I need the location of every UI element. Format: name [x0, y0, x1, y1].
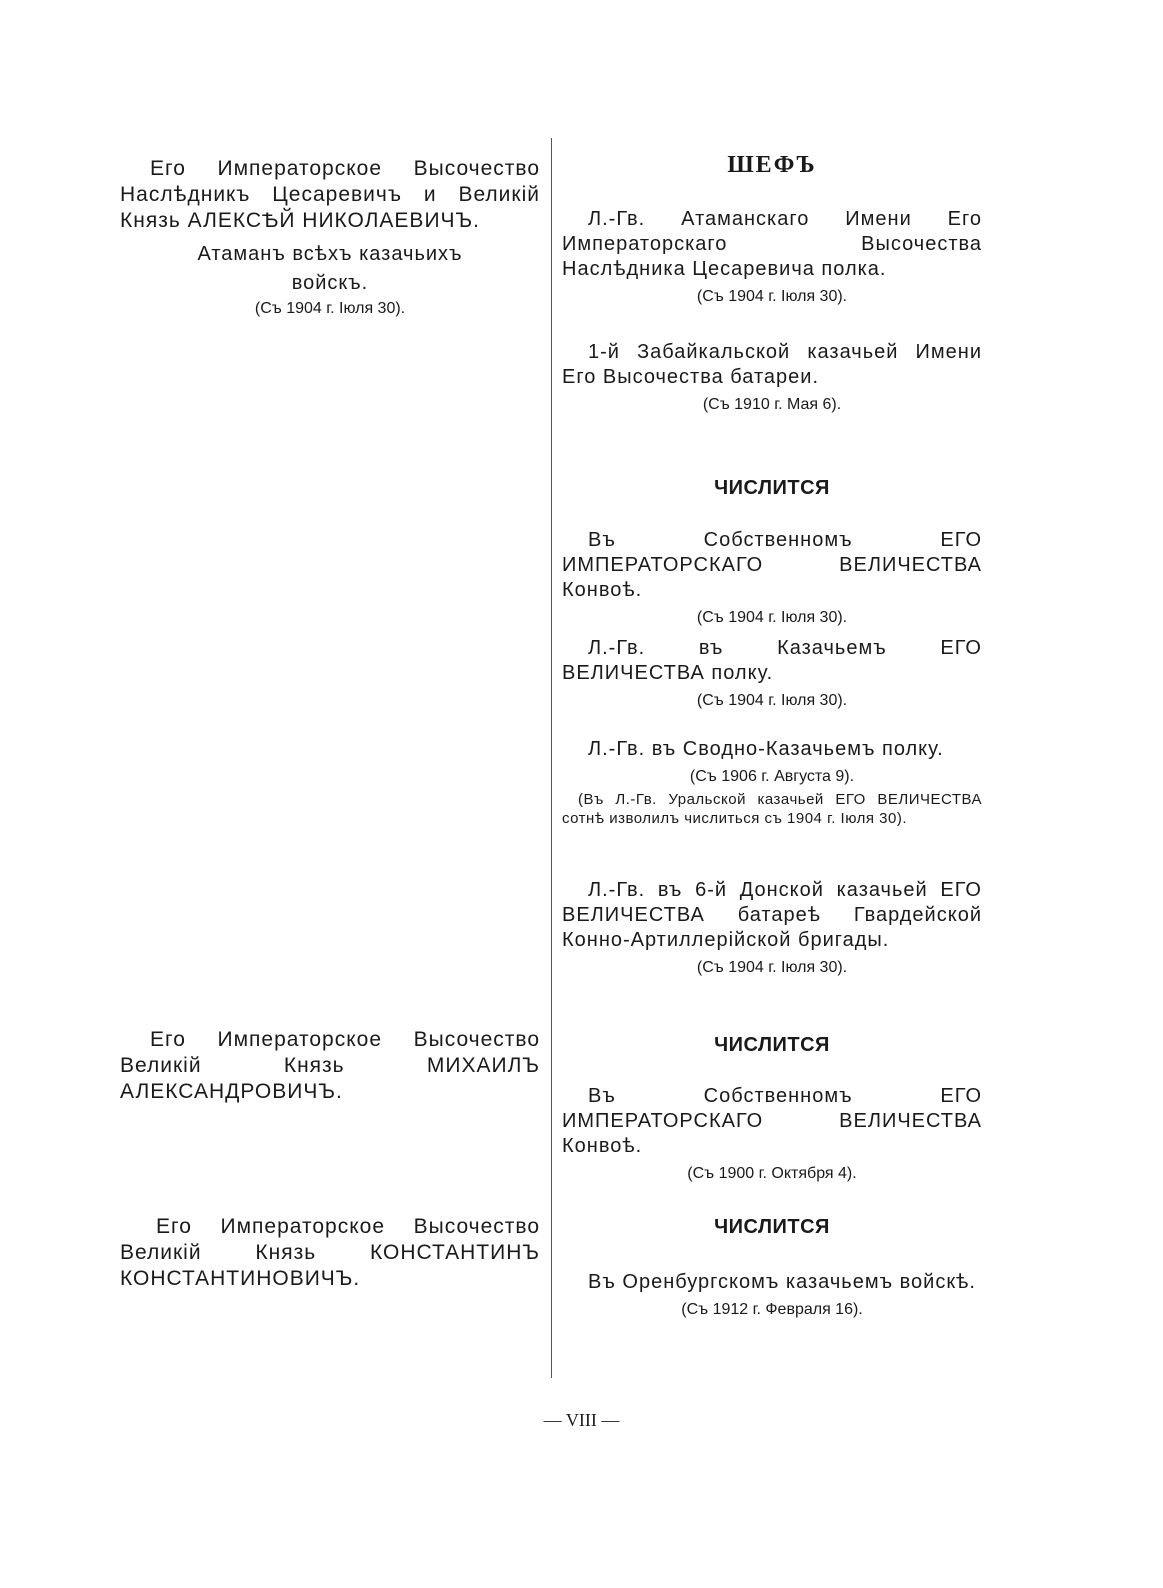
mikhail-entry [562, 1084, 982, 1185]
entry-text: Л.-Гв. въ 6-й Донской казачьей ЕГО ВЕЛИЧЕСТВА батареѣ Гвардейской Конно-Артиллерійской бригады. [562, 879, 982, 951]
shef-section [562, 152, 982, 179]
section-heading: ЧИСЛИТСЯ [714, 477, 830, 499]
section-heading: ЧИСЛИТСЯ [714, 1216, 830, 1238]
entry-text: Въ Оренбургскомъ казачьемъ войскѣ. [588, 1271, 976, 1293]
entry-date: (Съ 1904 г. Іюля 30). [696, 609, 848, 626]
entry-date: (Съ 1900 г. Октября 4). [687, 1165, 857, 1182]
entry-text: Л.-Гв. въ Сводно-Казачьемъ полку. [588, 738, 944, 760]
entry-text: 1-й Забайкальской казачьей Имени Его Высочества батареи. [562, 341, 982, 388]
person-block-mikhail [120, 1027, 540, 1105]
entry-date: (Съ 1910 г. Мая 6). [702, 396, 842, 413]
chislitsya-section [562, 477, 982, 500]
entry-date: (Съ 1904 г. Іюля 30). [696, 692, 848, 709]
person-block-konstantin [120, 1214, 540, 1292]
page-number: — VIII — [543, 1410, 620, 1430]
entry-text: Л.-Гв. въ Казачьемъ ЕГО ВЕЛИЧЕСТВА полку. [562, 637, 982, 684]
entry-note: (Въ Л.-Гв. Уральской казачьей ЕГО ВЕЛИЧЕСТВА сотнѣ изволилъ числиться съ 1904 г. Іюля 30). [562, 791, 982, 827]
column-divider [551, 138, 552, 1378]
entry-date: (Съ 1904 г. Іюля 30). [696, 288, 848, 305]
person-name: Его Императорское Высочество Великій Князь МИХАИЛЪ АЛЕКСАНДРОВИЧЪ. [120, 1028, 540, 1103]
chislitsya-entry-3 [562, 737, 982, 828]
person-name: Его Императорское Высочество Наслѣдникъ Цесаревичъ и Великій Князь АЛЕКСѢЙ НИКОЛАЕВИЧЪ. [120, 157, 540, 232]
person-name: Его Императорское Высочество Великій Князь КОНСТАНТИНЪ КОНСТАНТИНОВИЧЪ. [120, 1215, 540, 1290]
chislitsya-entry-2 [562, 636, 982, 712]
section-heading: ШЕФЪ [727, 152, 817, 178]
entry-text: Въ Собственномъ ЕГО ИМПЕРАТОРСКАГО ВЕЛИЧЕСТВА Конвоѣ. [562, 1085, 982, 1157]
entry-text: Л.-Гв. Атаманскаго Имени Его Императорскаго Высочества Наслѣдника Цесаревича полка. [562, 208, 982, 280]
date-note: (Съ 1904 г. Іюля 30). [254, 300, 406, 317]
shef-entry-2 [562, 340, 982, 416]
konstantin-section [562, 1216, 982, 1239]
section-heading: ЧИСЛИТСЯ [714, 1034, 830, 1056]
person-title: Атаманъ всѣхъ казачьихъ войскъ. [197, 243, 463, 294]
chislitsya-entry-1 [562, 528, 982, 629]
entry-date: (Съ 1906 г. Августа 9). [689, 768, 855, 785]
entry-text: Въ Собственномъ ЕГО ИМПЕРАТОРСКАГО ВЕЛИЧЕСТВА Конвоѣ. [562, 529, 982, 601]
mikhail-section [562, 1034, 982, 1057]
konstantin-entry [562, 1270, 982, 1321]
chislitsya-entry-4 [562, 878, 982, 979]
person-block-aleksei [120, 156, 540, 320]
entry-date: (Съ 1912 г. Февраля 16). [681, 1301, 863, 1318]
shef-entry-1 [562, 207, 982, 308]
entry-date: (Съ 1904 г. Іюля 30). [696, 959, 848, 976]
